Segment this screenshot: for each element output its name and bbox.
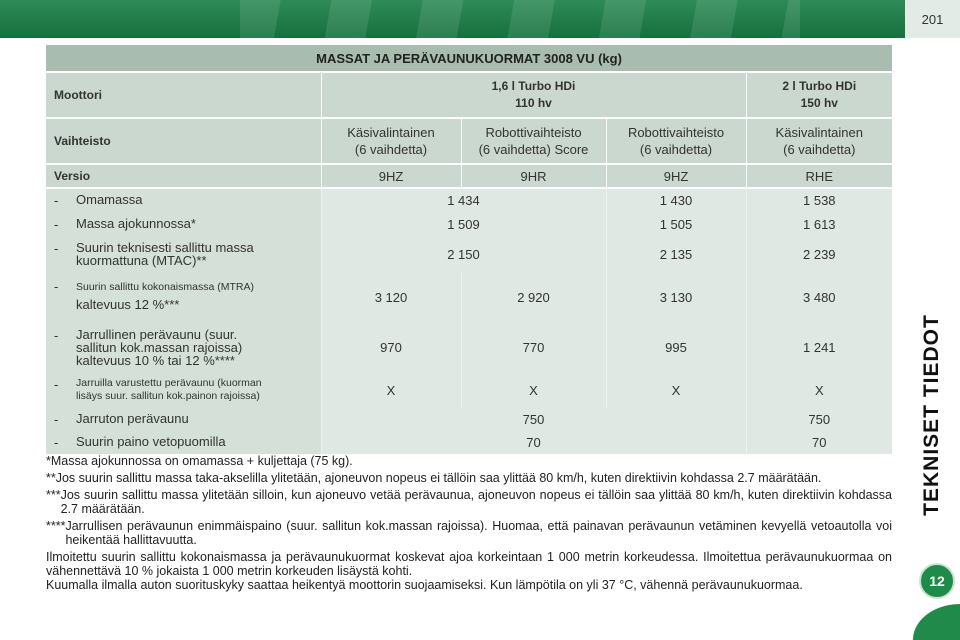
table-row: - Massa ajokunnossa* 1 509 1 505 1 613 (46, 212, 892, 236)
gearbox-3: Robottivaihteisto (6 vaihdetta) (606, 118, 746, 164)
cell-value: 3 120 (321, 272, 461, 322)
table-title: MASSAT JA PERÄVAUNUKUORMAT 3008 VU (kg) (46, 45, 892, 72)
cell-value: 3 480 (746, 272, 892, 322)
paragraph: Ilmoitettu suurin sallittu kokonaismassa ja perävaunukuormat koskevat ajoa korkeintaan 1 000 metrin korkeudessa. Ilmoitettua perävaunukuormaa on vähennettävä 10 % jokaista 1 000 metrin korkeuden lisäystä kohti. (46, 550, 892, 578)
table-title-row (46, 45, 892, 72)
cell-value: 70 (746, 431, 892, 454)
cell-value: 2 150 (321, 236, 606, 272)
cell-value: 1 430 (606, 188, 746, 212)
version-1: 9HZ (321, 164, 461, 188)
cell-value: 2 239 (746, 236, 892, 272)
footnote: ** Jos suurin sallittu massa taka-akselilla ylitetään, ajoneuvon nopeus ei tällöin saa ylittää 80 km/h, kuten direktiivin kohdassa 2.7 määrätään. (46, 471, 822, 485)
footnote: *** Jos suurin sallittu massa ylitetään silloin, kun ajoneuvo vetää perävaunua, ajoneuvon nopeus ei tällöin saa ylittää 80 km/h, kuten direktiivin kohdassa 2.7 määrätään. (46, 488, 892, 516)
cell-value: X (321, 372, 461, 408)
table-row: - Jarruilla varustettu perävaunu (kuorman lisäys suur. sallitun kok.painon rajoissa) X X X X (46, 372, 892, 408)
cell-value: X (461, 372, 606, 408)
table-row: - Suurin sallittu kokonaismassa (MTRA) kaltevuus 12 %*** 3 120 2 920 3 130 3 480 (46, 272, 892, 322)
gearbox-label: Vaihteisto (46, 118, 321, 164)
page-number: 201 (905, 0, 960, 38)
row-label: Suurin teknisesti sallittu massa kuormattuna (MTAC)** (76, 240, 254, 268)
cell-value: X (606, 372, 746, 408)
engine-2: 2 l Turbo HDi 150 hv (746, 72, 892, 118)
table-row: - Jarrullinen perävaunu (suur. sallitun kok.massan rajoissa) kaltevuus 10 % tai 12 %**** 970 770 995 1 241 (46, 322, 892, 372)
version-row (46, 164, 892, 188)
cell-value: 1 538 (746, 188, 892, 212)
mass-table (46, 45, 892, 454)
table-row: - Omamassa 1 434 1 430 1 538 (46, 188, 892, 212)
version-3: 9HZ (606, 164, 746, 188)
row-label: Omamassa (76, 192, 143, 207)
row-label: Suurin paino vetopuomilla (76, 434, 226, 449)
cell-value: 1 505 (606, 212, 746, 236)
cell-value: 3 130 (606, 272, 746, 322)
table-row: - Suurin teknisesti sallittu massa kuormattuna (MTAC)** 2 150 2 135 2 239 (46, 236, 892, 272)
chapter-badge: 12 (919, 563, 955, 599)
cell-value: 2 135 (606, 236, 746, 272)
footnote: **** Jarrullisen perävaunun enimmäispaino (suur. sallitun kok.massan rajoissa). Huomaa, että painavan perävaunun vetäminen kevyellä vetoautolla voi heikentää hallittavuutta. (46, 519, 892, 547)
cell-value: 750 (746, 408, 892, 431)
section-title (912, 270, 952, 560)
section-title-text: TEKNISET TIEDOT (920, 314, 943, 516)
cell-value: 750 (321, 408, 746, 431)
cell-value: 1 241 (746, 322, 892, 372)
cell-value: 1 509 (321, 212, 606, 236)
engine-1: 1,6 l Turbo HDi 110 hv (321, 72, 746, 118)
row-label: Jarruton perävaunu (76, 411, 189, 426)
corner-decoration (905, 598, 960, 640)
gearbox-1: Käsivalintainen (6 vaihdetta) (321, 118, 461, 164)
version-label: Versio (46, 164, 321, 188)
header-bar (0, 0, 905, 38)
row-label: Suurin sallittu kokonaismassa (MTRA) kaltevuus 12 %*** (76, 280, 254, 312)
header-decoration (240, 0, 800, 38)
cell-value: 995 (606, 322, 746, 372)
footnotes (46, 454, 892, 592)
engine-row (46, 72, 892, 118)
gearbox-2: Robottivaihteisto (6 vaihdetta) Score (461, 118, 606, 164)
row-label: Massa ajokunnossa* (76, 215, 196, 231)
cell-value: 770 (461, 322, 606, 372)
version-4: RHE (746, 164, 892, 188)
version-2: 9HR (461, 164, 606, 188)
footnote: * Massa ajokunnossa on omamassa + kuljettaja (75 kg). (46, 454, 353, 468)
table-row: - Jarruton perävaunu 750 750 (46, 408, 892, 431)
cell-value: X (746, 372, 892, 408)
cell-value: 70 (321, 431, 746, 454)
cell-value: 1 613 (746, 212, 892, 236)
row-label: Jarruilla varustettu perävaunu (kuorman lisäys suur. sallitun kok.painon rajoissa) (76, 377, 262, 402)
paragraph: Kuumalla ilmalla auton suorituskyky saattaa heikentyä moottorin suojaamiseksi. Kun lämpötila on yli 37 °C, vähennä perävaunukuormaa. (46, 578, 803, 592)
table-row: - Suurin paino vetopuomilla 70 70 (46, 431, 892, 454)
gearbox-4: Käsivalintainen (6 vaihdetta) (746, 118, 892, 164)
cell-value: 1 434 (321, 188, 606, 212)
gearbox-row (46, 118, 892, 164)
engine-label: Moottori (46, 72, 321, 118)
cell-value: 2 920 (461, 272, 606, 322)
row-label: Jarrullinen perävaunu (suur. sallitun kok.massan rajoissa) kaltevuus 10 % tai 12 %**** (76, 326, 243, 368)
cell-value: 970 (321, 322, 461, 372)
